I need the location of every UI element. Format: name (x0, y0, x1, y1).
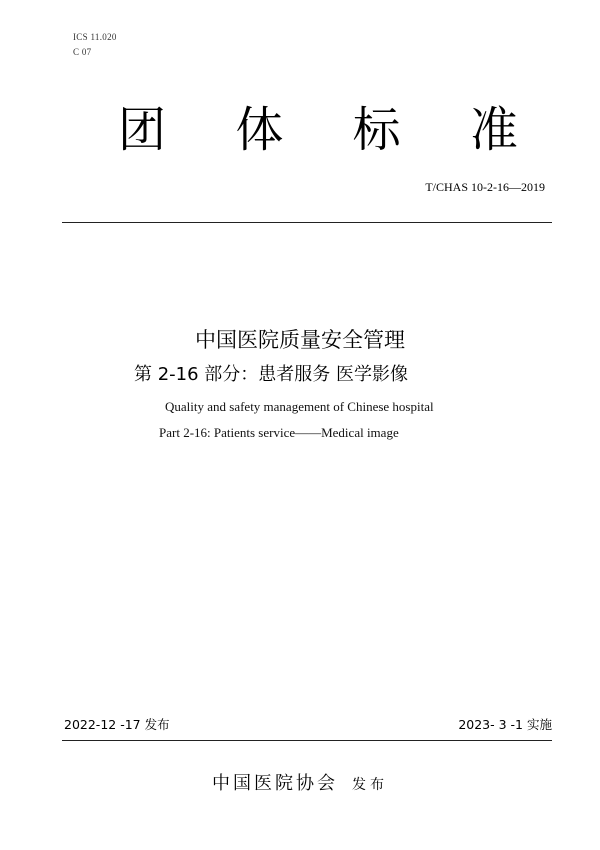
standard-number: T/CHAS 10-2-16—2019 (425, 180, 545, 194)
top-divider (62, 222, 552, 223)
ics-code: ICS 11.020 (73, 32, 117, 42)
publisher-name: 中国医院协会 (212, 773, 338, 794)
publisher-suffix: 发布 (352, 777, 388, 793)
title-char: 团 (118, 102, 167, 158)
title-char: 标 (352, 102, 401, 158)
ccs-code: C 07 (73, 47, 92, 57)
document-title-en: Quality and safety management of Chinese hospital (165, 399, 434, 414)
issue-date: 2022-12 -17 发布 (64, 717, 170, 732)
publisher (0, 770, 600, 799)
title-char: 准 (469, 102, 518, 158)
title-char: 体 (235, 102, 284, 158)
document-title-cn: 中国医院质量安全管理 (195, 328, 405, 352)
document-subtitle-cn: 第 2-16 部分：患者服务 医学影像 (134, 364, 409, 385)
bottom-divider (62, 740, 552, 741)
classification-codes (73, 30, 117, 60)
document-subtitle-en: Part 2-16: Patients service——Medical image (159, 425, 399, 440)
implementation-date: 2023- 3 -1 实施 (458, 717, 552, 732)
standard-type-title (118, 100, 518, 160)
